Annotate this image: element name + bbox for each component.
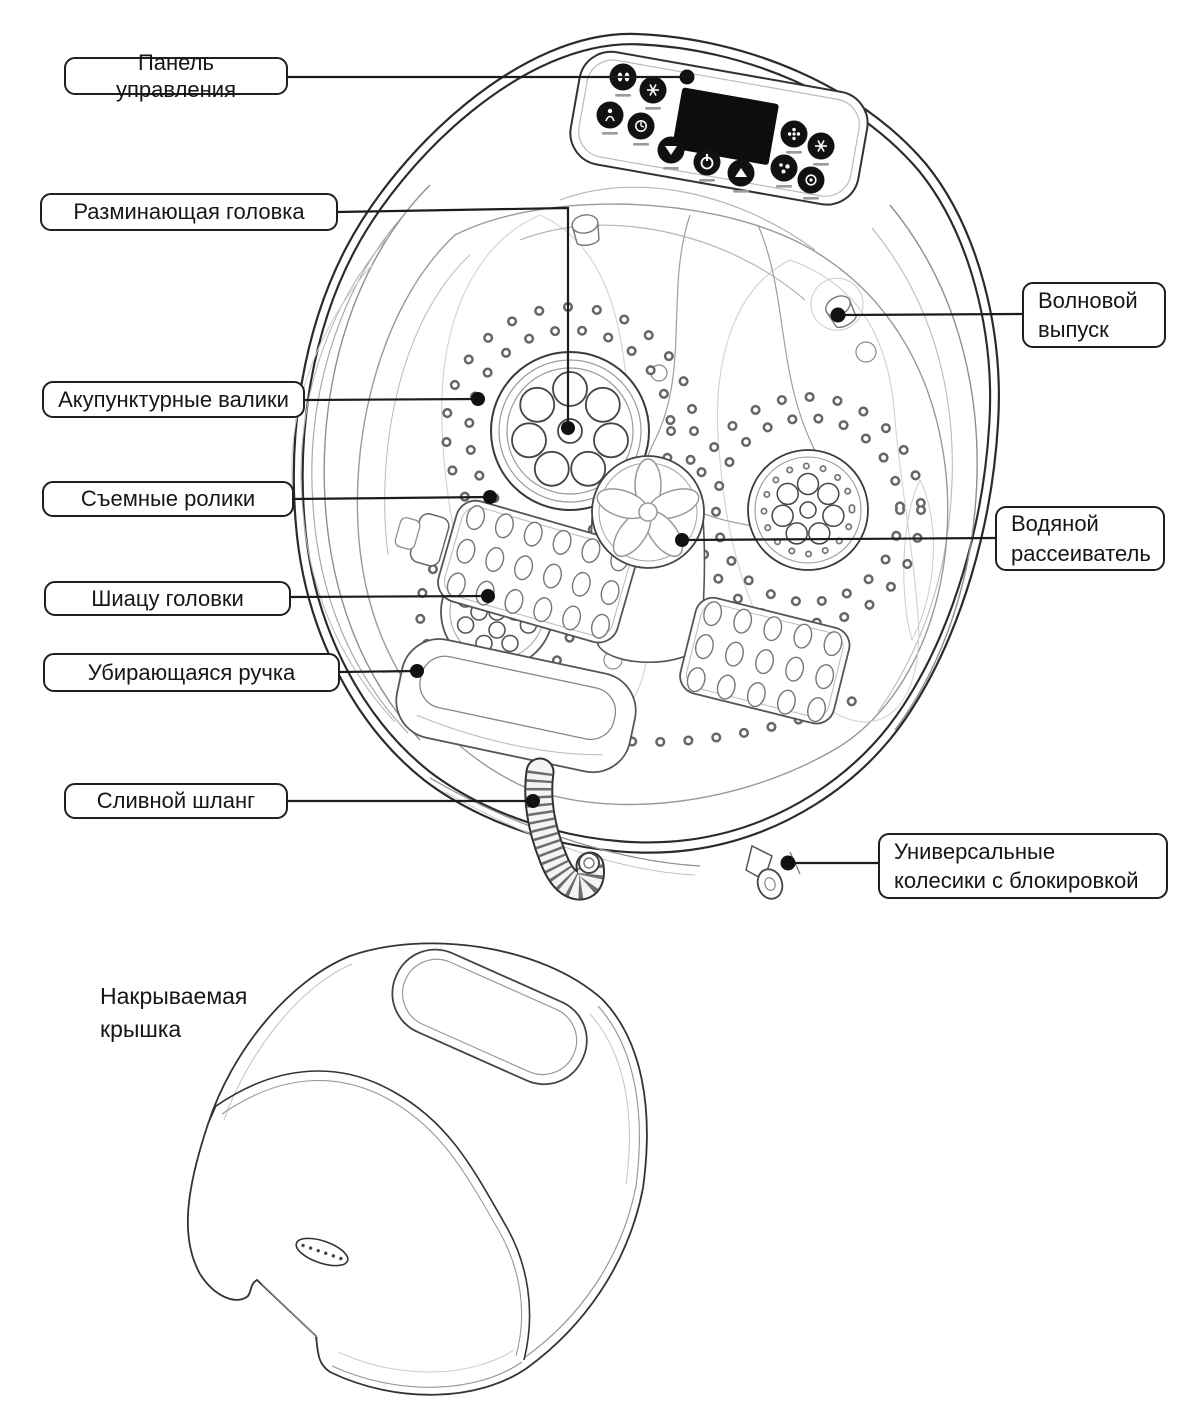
- callout-universal-wheels: Универсальные колесики с блокировкой: [878, 833, 1168, 899]
- main-unit-drawing: [292, 34, 999, 902]
- callout-wave-outlet: Волновой выпуск: [1022, 282, 1166, 348]
- lid-caption: Накрываемая крышка: [100, 983, 248, 1042]
- callout-acupuncture-rollers: Акупунктурные валики: [42, 381, 305, 418]
- callout-water-diffuser: Водяной рассеиватель: [995, 506, 1165, 571]
- kneading-head-right: [748, 450, 868, 570]
- callout-retractable-handle: Убирающаяся ручка: [43, 653, 340, 692]
- water-diffuser-top: [592, 456, 704, 568]
- callout-drain-hose: Сливной шланг: [64, 783, 288, 819]
- callout-shiatsu-heads: Шиацу головки: [44, 581, 291, 616]
- callout-removable-rollers: Съемные ролики: [42, 481, 294, 517]
- callout-kneading-head: Разминающая головка: [40, 193, 338, 231]
- callout-control-panel: Панель управления: [64, 57, 288, 95]
- caster-wheel: [746, 846, 800, 902]
